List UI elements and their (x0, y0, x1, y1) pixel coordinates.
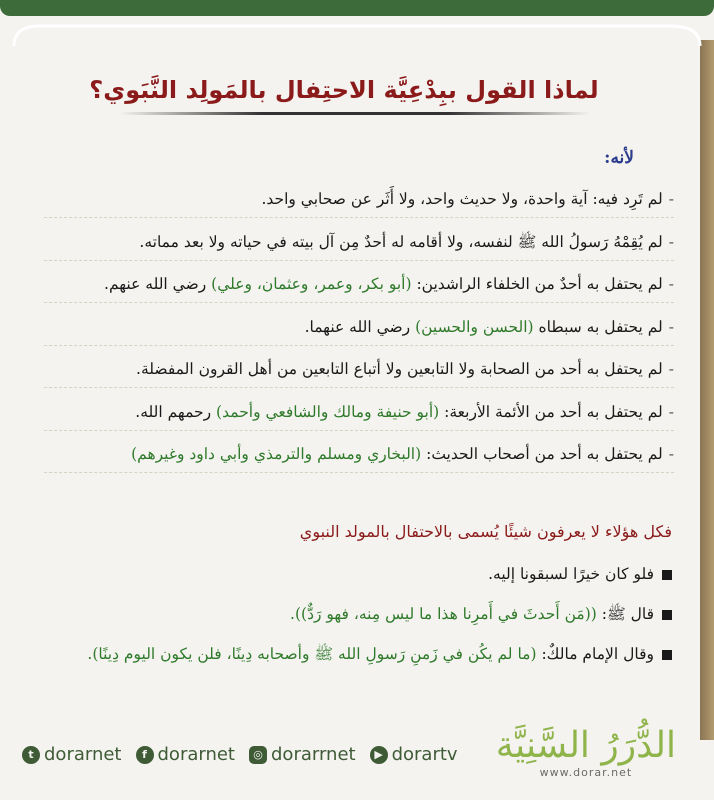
reason-highlight: (البخاري ومسلم والترمذي وأبي داود وغيرهم) (131, 445, 422, 463)
reasons-list (44, 188, 674, 486)
facebook-icon: f (136, 746, 154, 764)
point-item (32, 562, 672, 602)
social-instagram[interactable] (249, 744, 356, 765)
point-lead: وقال الإمام مالكٌ: (536, 645, 654, 663)
social-handle: dorarnet (157, 744, 235, 765)
instagram-icon: ◎ (249, 746, 267, 764)
social-twitter[interactable] (22, 744, 122, 765)
reason-text: لم يحتفل به أحدٌ من الخلفاء الراشدين: (411, 275, 663, 293)
social-handle: dorarrnet (271, 744, 356, 765)
reason-item: -لم يحتفل به أحد من أصحاب الحديث: (البخاري ومسلم والترمذي وأبي داود وغيرهم) (44, 443, 674, 473)
reason-text: لم تَرِد فيه: آية واحدة، ولا حديث واحد، ولا أَثَر عن صحابي واحد. (261, 190, 663, 208)
reason-after: رضي الله عنهما. (304, 317, 416, 336)
reason-text: لم يحتفل به سبطاه (533, 317, 663, 336)
twitter-icon: t (22, 746, 40, 764)
reason-highlight: (أبو بكر، وعمر، وعثمان، وعلي) (211, 275, 412, 293)
reason-text: لم يحتفل به أحد من الصحابة ولا التابعين ولا أتباع التابعين من أهل القرون المفضلة. (136, 360, 663, 378)
because-label: لأنه: (604, 148, 634, 168)
square-bullet-icon (662, 570, 672, 580)
footer (0, 720, 714, 800)
reason-item: -لم يحتفل به أحد من الأئمة الأربعة: (أبو حنيفة ومالك والشافعي وأحمد) رحمهم الله. (44, 401, 674, 431)
reason-text: لم يحتفل به أحد من الأئمة الأربعة: (439, 402, 663, 421)
top-bar (0, 0, 714, 16)
title-divider (120, 112, 590, 115)
point-lead: قال ﷺ: (596, 605, 654, 623)
frame-ornament (0, 16, 714, 46)
point-quote: (ما لم يكُن في زَمنِ رَسولِ الله ﷺ وأصحابه دِينًا، فلن يكون اليوم دِينًا). (87, 645, 537, 663)
social-handle: dorarnet (44, 744, 122, 765)
point-item (32, 602, 672, 642)
reason-after: رضي الله عنهم. (104, 275, 212, 293)
point-lead: فلو كان خيرًا لسبقونا إليه. (488, 565, 654, 583)
square-bullet-icon (662, 610, 672, 620)
logo-text: الدُّرَرُ السَّنِيَّة (495, 725, 676, 766)
page-title: لماذا القول ببِدْعِيَّة الاحتِفال بالمَولِد النَّبَوي؟ (89, 76, 599, 104)
reason-text: لم يُقِمْهُ رَسولُ الله ﷺ لنفسه، ولا أقامه له أحدٌ مِن آل بيته في حياته ولا بعد مماته. (139, 232, 663, 251)
reason-item: -لم تَرِد فيه: آية واحدة، ولا حديث واحد، ولا أَثَر عن صحابي واحد. (44, 188, 674, 218)
social-youtube[interactable] (370, 744, 458, 765)
reason-item: -لم يُقِمْهُ رَسولُ الله ﷺ لنفسه، ولا أقامه له أحدٌ مِن آل بيته في حياته ولا بعد مماته. (44, 231, 674, 261)
conclusion-text: فكل هؤلاء لا يعرفون شيئًا يُسمى بالاحتفال بالمولد النبوي (299, 522, 672, 541)
reason-after: رحمهم الله. (135, 402, 217, 421)
reason-item: -لم يحتفل به أحد من الصحابة ولا التابعين ولا أتباع التابعين من أهل القرون المفضلة. (44, 358, 674, 388)
logo-url: www.dorar.net (539, 766, 633, 779)
side-strip (700, 40, 714, 740)
title-block (84, 76, 604, 126)
reason-text: لم يحتفل به أحد من أصحاب الحديث: (421, 445, 663, 463)
social-links (22, 744, 458, 765)
reason-item: -لم يحتفل به سبطاه (الحسن والحسين) رضي الله عنهما. (44, 316, 674, 346)
reason-item: -لم يحتفل به أحدٌ من الخلفاء الراشدين: (أبو بكر، وعمر، وعثمان، وعلي) رضي الله عنهم. (44, 273, 674, 303)
dorar-logo[interactable] (496, 726, 676, 779)
point-quote: ((مَن أَحدثَ في أَمرِنا هذا ما ليس مِنه، فهو رَدٌّ)). (290, 605, 597, 623)
reason-highlight: (أبو حنيفة ومالك والشافعي وأحمد) (216, 402, 440, 421)
social-facebook[interactable] (136, 744, 236, 765)
social-handle: dorartv (391, 744, 458, 765)
reason-highlight: (الحسن والحسين) (415, 317, 534, 336)
points-list (32, 562, 672, 682)
point-item (32, 642, 672, 682)
youtube-icon: ▶ (370, 746, 388, 764)
square-bullet-icon (662, 650, 672, 660)
